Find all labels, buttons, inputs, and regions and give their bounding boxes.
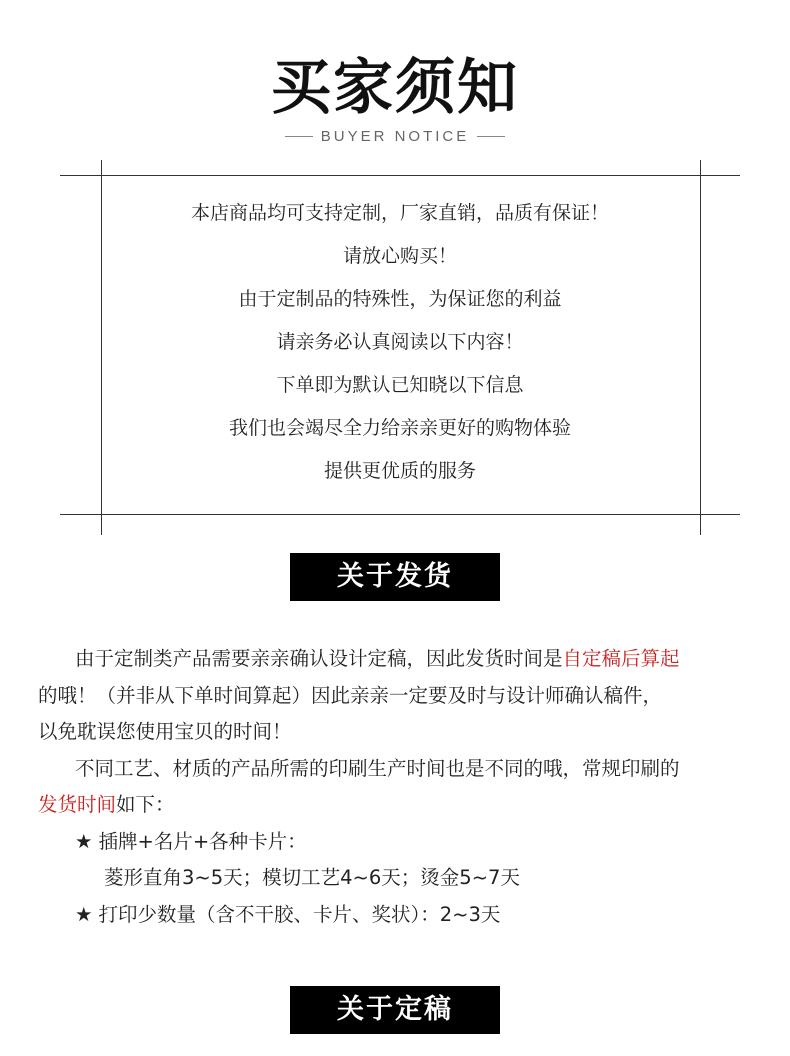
notice-box [100,195,700,496]
notice-frame-bottom-line [60,514,740,515]
notice-line: 提供更优质的服务 [323,460,476,482]
subtitle-dash-right [477,136,505,137]
star-icon: ★ [75,902,93,926]
notice-line: 请亲务必认真阅读以下内容！ [276,331,524,353]
shipping-paragraph-line [38,787,762,824]
notice-line: 由于定制品的特殊性，为保证您的利益 [238,288,562,310]
shipping-list-item [38,824,762,861]
notice-line: 下单即为默认已知晓以下信息 [276,374,524,396]
shipping-list-item [38,897,762,934]
star-icon: ★ [75,829,93,853]
shipping-text: 如下： [116,793,175,816]
draft-section-banner: 关于定稿 [290,986,500,1034]
shipping-paragraph-line [38,641,762,678]
shipping-section-body [38,641,762,933]
subtitle-dash-left [285,136,313,137]
notice-line: 请放心购买！ [342,245,457,267]
shipping-highlight: 发货时间 [38,793,117,816]
page-title: 买家须知 [271,53,519,123]
shipping-item-title: 打印少数量（含不干胶、卡片、奖状）：2~3天 [98,902,501,926]
shipping-item-title: 插牌+名片+各种卡片： [98,829,307,853]
shipping-item-detail: 菱形直角3~5天；模切工艺4~6天；烫金5~7天 [104,866,520,889]
notice-line: 我们也会竭尽全力给亲亲更好的购物体验 [228,417,571,439]
shipping-highlight: 自定稿后算起 [562,647,680,670]
shipping-text: 由于定制类产品需要亲亲确认设计定稿，因此发货时间是 [75,647,563,670]
shipping-paragraph-line: 不同工艺、材质的产品所需的印刷生产时间也是不同的哦，常规印刷的 [75,756,680,780]
notice-frame-right-line [700,160,701,535]
page-subtitle [0,128,790,145]
shipping-paragraph-line: 的哦！（并非从下单时间算起）因此亲亲一定要及时与设计师确认稿件， [38,683,663,707]
shipping-section-banner: 关于发货 [290,553,500,601]
notice-line: 本店商品均可支持定制，厂家直销，品质有保证！ [190,202,609,224]
shipping-paragraph-line: 以免耽误您使用宝贝的时间！ [38,720,292,743]
subtitle-text: BUYER NOTICE [320,128,470,145]
notice-frame-top-line [60,175,740,176]
